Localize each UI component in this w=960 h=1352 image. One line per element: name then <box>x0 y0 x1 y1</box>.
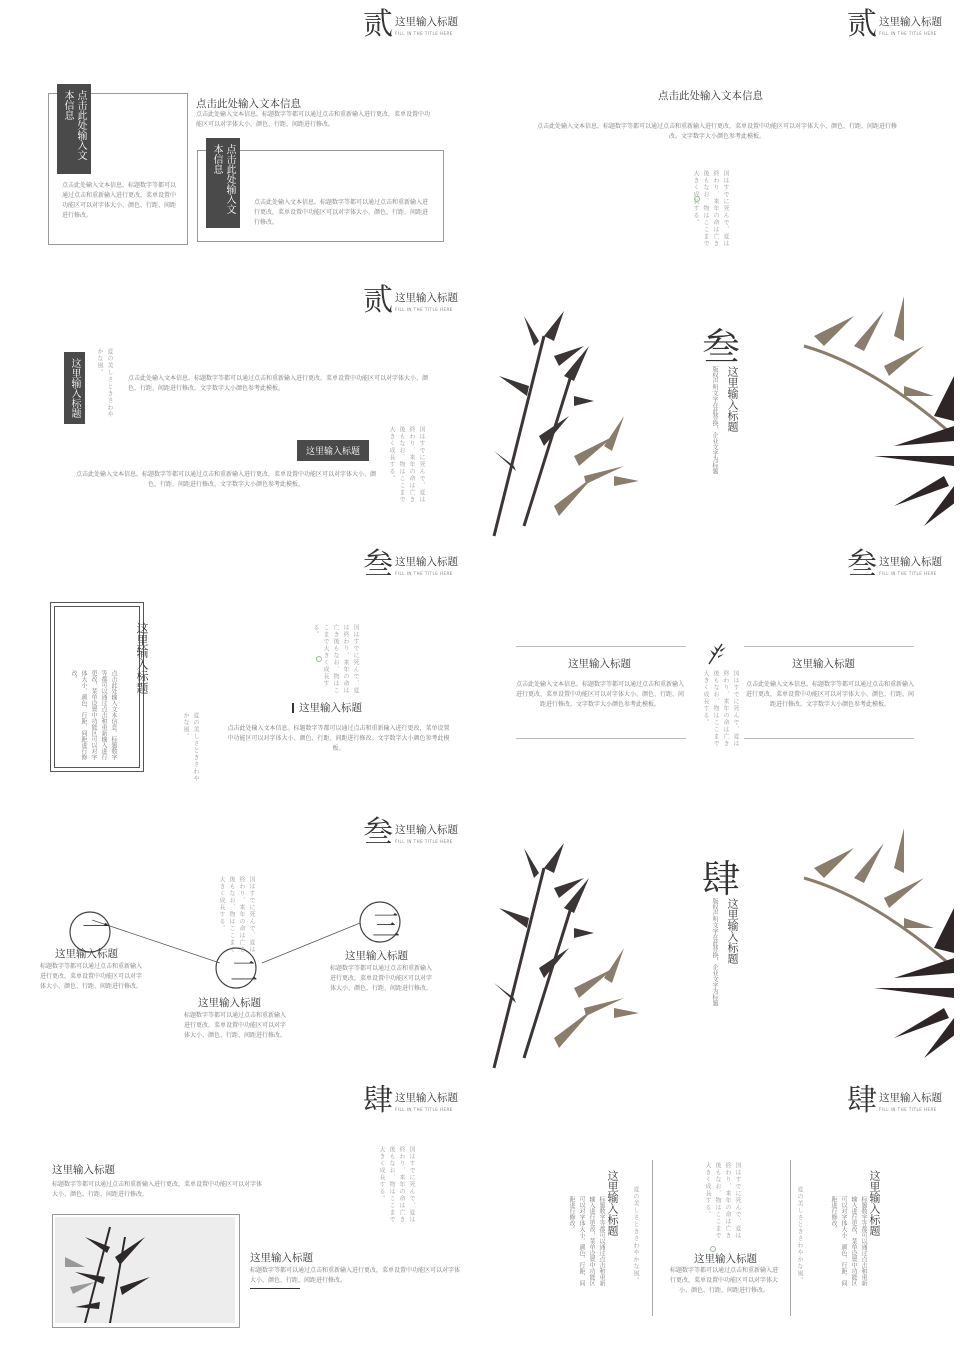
heading-bottom: 这里输入标题 <box>250 1252 313 1264</box>
slide-header <box>363 283 458 318</box>
para-center: 标题数字等都可以通过点击和重新输入进行更改，菜单设置中功能区可以对字体大小、颜色、行距、间距进行修改。 <box>669 1267 778 1294</box>
para-two: 标题数字等都可以通过点击和重新输入进行更改，菜单设置中功能区可以对字体大小、颜色、行距、间距进行修改。 <box>184 1012 287 1039</box>
para-center: 点击此处输入文本信息。标题数字等都可以通过点击和重新输入进行更改，菜单设置中功能区可以对字体大小、颜色、行距、间距进行修改。文字数字大小颜色参考此模板。 <box>536 123 897 140</box>
slide-9 <box>0 1076 470 1338</box>
header-subtitle: FILL IN THE TITLE HERE <box>395 839 453 844</box>
numeral-one: 一 <box>82 911 111 944</box>
vline-left <box>652 1160 653 1316</box>
poem-vertical: 国はすでに死んで、夏は終わり、来年の命は亡き後もなお、物はここまで大きく成長する。 <box>378 1146 415 1223</box>
header-title: 这里输入标题 <box>395 556 458 568</box>
poem-vertical: 国はすでに死んで、夏は終わり、来年の命は亡き後もなお、物はここまで大きく成長する。 <box>704 1162 741 1239</box>
bamboo-left-illustration <box>484 808 684 1070</box>
heading-left: 这里输入标题 <box>568 658 631 670</box>
chapter-glyph: 贰 <box>847 7 877 42</box>
header-subtitle: FILL IN THE TITLE HERE <box>395 571 453 576</box>
chapter-glyph: 贰 <box>363 7 393 42</box>
para-left: 点击此处输入文本信息。标题数字等都可以通过点击和重新输入进行更改，菜单设置中功能区可以对字体大小、颜色、行距、间距进行修改。 <box>62 182 177 219</box>
numeral-two: 二 <box>230 955 259 988</box>
heading-text: 这里输入标题 <box>299 702 362 714</box>
label-box-1: 点击此处输入文本信息 <box>57 84 91 174</box>
heading-center: 这里输入标题 <box>694 1253 757 1265</box>
header-subtitle: FILL IN THE TITLE HERE <box>395 31 453 36</box>
heading-two: 这里输入标题 <box>198 997 261 1009</box>
header-title: 这里输入标题 <box>395 824 458 836</box>
heading-one: 这里输入标题 <box>55 948 118 960</box>
chapter-subtitle: 版权声明文字在此替换，企业文字为标题 <box>711 366 718 474</box>
chapter-title: 这里输入标题 <box>726 366 739 432</box>
header-title: 这里输入标题 <box>395 16 458 28</box>
chapter-glyph-large: 叁 <box>702 325 741 369</box>
bamboo-photo <box>55 1217 235 1323</box>
slide-1 <box>0 0 470 262</box>
heading-three: 这里输入标题 <box>345 950 408 962</box>
para-bottom: 标题数字等都可以通过点击和重新输入进行更改，菜单设置中功能区可以对字体大小、颜色、行距、间距进行修改。 <box>250 1267 461 1284</box>
poem-vertical: 国はすでに死んで、夏は終わり、来年の命は亡き後もなお、物はここまで大きく成長する。 <box>218 876 255 953</box>
poem-vertical: 国はすでに死んで、夏は終わり、来年の命は亡き後もなお、物はここまで大きく成長する。 <box>702 670 739 747</box>
line-top-right <box>744 646 914 647</box>
slide-5 <box>0 540 470 802</box>
chapter-glyph-large: 肆 <box>702 857 741 901</box>
slide-7 <box>0 808 470 1070</box>
slide-header <box>363 547 458 582</box>
header-subtitle: FILL IN THE TITLE HERE <box>879 571 937 576</box>
para-left: 点击此处输入文本信息。标题数字等都可以通过点击和重新输入进行更改，菜单设置中功能区可以对字体大小、颜色、行距、间距进行修改。文字数字大小颜色参考此模板。 <box>516 681 685 708</box>
slide-header <box>847 7 942 42</box>
bamboo-right-illustration <box>784 276 954 538</box>
chapter-glyph: 叁 <box>847 547 877 582</box>
header-subtitle: FILL IN THE TITLE HERE <box>879 31 937 36</box>
chapter-subtitle: 版权声明文字在此替换，企业文字为标题 <box>711 898 718 1006</box>
box-para: 点击此处输入文本信息。标题数字等都可以通过点击和重新输入进行更改，菜单设置中功能区可以对字体大小、颜色、行距、间距进行修改。 <box>70 670 117 760</box>
header-title: 这里输入标题 <box>879 556 942 568</box>
chapter-title: 这里输入标题 <box>726 898 739 964</box>
poem-short-left: 夏の美しさときさわやかな風。 <box>632 1186 639 1284</box>
line-top-left <box>516 646 686 647</box>
title-box-vertical: 这里输入标题 <box>64 352 85 424</box>
para-right: 点击此处输入文本信息。标题数字等都可以通过点击和重新输入进行更改，菜单设置中功能区可以对字体大小、颜色、行距、间距进行修改。文字数字大小颜色参考此模板。 <box>746 681 915 708</box>
header-title: 这里输入标题 <box>395 292 458 304</box>
para-right: 标题数字等都可以通过点击和重新输入进行更改，菜单设置中功能区可以对字体大小、颜色、行距、间距进行修改。 <box>830 1196 867 1286</box>
chapter-glyph: 叁 <box>363 547 393 582</box>
slide-header <box>847 1083 942 1118</box>
slide-header <box>363 1083 458 1118</box>
title-right: 这里输入标题 <box>868 1170 881 1236</box>
box-title: 这里输入标题 <box>135 622 149 694</box>
chapter-glyph: 肆 <box>847 1083 877 1118</box>
header-title: 这里输入标题 <box>879 1092 942 1104</box>
poem-vertical: 国はすでに死んで、夏は終わり、来年の命は亡き後もなお、物はここまで大きく成長する。 <box>312 624 359 694</box>
heading-top: 这里输入标题 <box>52 1164 115 1176</box>
chapter-glyph: 肆 <box>363 1083 393 1118</box>
numeral-three: 三 <box>372 909 401 942</box>
para-left: 标题数字等都可以通过点击和重新输入进行更改，菜单设置中功能区可以对字体大小、颜色、行距、间距进行修改。 <box>568 1196 605 1286</box>
slide-6 <box>484 540 954 802</box>
title-left: 这里输入标题 <box>606 1170 619 1236</box>
para-one: 标题数字等都可以通过点击和重新输入进行更改，菜单设置中功能区可以对字体大小、颜色、行距、间距进行修改。 <box>40 963 143 990</box>
slide-8 <box>484 808 954 1070</box>
seal-circle <box>316 656 322 662</box>
heading-center: 点击此处输入文本信息 <box>658 90 763 102</box>
line-bottom-left <box>516 738 686 739</box>
slide-2 <box>484 0 954 262</box>
para-1: 点击此处输入文本信息。标题数字等都可以通过点击和重新输入进行更改，菜单设置中功能区可以对字体大小、颜色、行距、间距进行修改。文字数字大小颜色参考此模板。 <box>128 375 429 392</box>
line-bottom-right <box>744 738 914 739</box>
header-title: 这里输入标题 <box>879 16 942 28</box>
label-box-2: 点击此处输入文本信息 <box>206 138 240 228</box>
poem-short: 夏の美しさときさわやかな風。 <box>182 712 199 782</box>
slide-10 <box>484 1076 954 1338</box>
seal-circle <box>694 196 700 202</box>
para-2: 点击此处输入文本信息。标题数字等都可以通过点击和重新输入进行更改，菜单设置中功能区可以对字体大小、颜色、行距、间距进行修改。文字数字大小颜色参考此模板。 <box>76 471 377 488</box>
bamboo-left-illustration <box>484 276 684 538</box>
chapter-glyph: 贰 <box>363 283 393 318</box>
slide-4 <box>484 276 954 538</box>
header-subtitle: FILL IN THE TITLE HERE <box>395 1107 453 1112</box>
header-title: 这里输入标题 <box>395 1092 458 1104</box>
header-subtitle: FILL IN THE TITLE HERE <box>395 307 453 312</box>
title-box-horizontal: 这里输入标题 <box>297 440 369 461</box>
chapter-glyph: 叁 <box>363 815 393 850</box>
para-top: 点击此处输入文本信息。标题数字等都可以通过点击和重新输入进行更改，菜单设置中功能区可以对字体大小、颜色、行距、间距进行修改。 <box>196 111 431 128</box>
section-heading <box>292 700 362 715</box>
poem-short-right: 夏の美しさときさわやかな風。 <box>796 1186 803 1284</box>
para-right: 点击此处输入文本信息。标题数字等都可以通过点击和重新输入进行更改，菜单设置中功能区可以对字体大小、颜色、行距、间距进行修改。 <box>254 199 429 226</box>
poem-short: 夏の美しさときさわやかな風。 <box>96 348 113 418</box>
heading-top: 点击此处输入文本信息 <box>196 98 301 110</box>
para-three: 标题数字等都可以通过点击和重新输入进行更改，菜单设置中功能区可以对字体大小、颜色、行距、间距进行修改。 <box>330 965 433 992</box>
para-main: 点击此处输入文本信息。标题数字等都可以通过点击和重新输入进行更改，菜单设置中功能区可以对字体大小、颜色、行距、间距进行修改。文字数字大小颜色参考此模板。 <box>227 725 450 752</box>
bamboo-right-illustration <box>784 808 954 1070</box>
wheat-icon <box>706 640 726 666</box>
slide-header <box>847 547 942 582</box>
poem-vertical: 国はすでに死んで、夏は終わり、来年の命は亡き後もなお、物はここまで大きく成長する。 <box>692 170 729 247</box>
poem-vertical: 国はすでに死んで、夏は終わり、来年の命は亡き後もなお、物はここまで大きく成長する。 <box>388 426 425 503</box>
heading-bar <box>292 703 294 713</box>
vline-right <box>790 1160 791 1316</box>
underline <box>250 1288 300 1289</box>
para-top: 标题数字等都可以通过点击和重新输入进行更改，菜单设置中功能区可以对字体大小、颜色、行距、间距进行修改。 <box>52 1181 263 1198</box>
heading-right: 这里输入标题 <box>792 658 855 670</box>
header-subtitle: FILL IN THE TITLE HERE <box>879 1107 937 1112</box>
slide-3 <box>0 276 470 538</box>
slide-header <box>363 7 458 42</box>
